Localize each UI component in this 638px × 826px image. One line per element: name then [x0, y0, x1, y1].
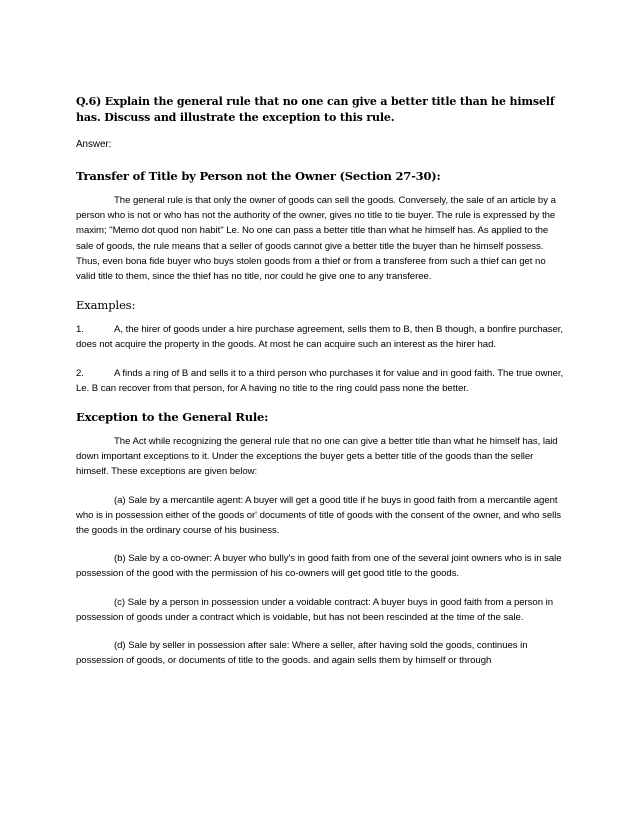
section-heading-transfer-of-title: Transfer of Title by Person not the Owner (Section 27-30): — [76, 169, 441, 183]
exception-heading: Exception to the General Rule: — [76, 410, 269, 425]
examples-heading: Examples: — [76, 298, 136, 313]
paragraph-general-rule: The general rule is that only the owner of goods can sell the goods. Conversely, the sale of an article by a person who is not or who has not the authority of the owner, gives no title to tie buyer. The rule is expressed by the maxim; "Memo dot quod non habit" Le. No one can pass a better title than what he himself has. As applied to the sale of goods, the rule means that a seller of goods cannot give a better title the buyer than he himself possess. Thus, even bona fide buyer who buys stolen goods from a thief or from a transferee from such a thief can get no valid title to them, since the thief has no title, nor could he give one to any transferee. — [76, 195, 556, 283]
document-body — [76, 94, 564, 681]
paragraph-exception-intro: The Act while recognizing the general rule that no one can give a better title than what he himself has, laid down important exceptions to it. Under the exceptions the buyer gets a better title of the goods than the seller himself. These exceptions are given below: — [76, 436, 558, 478]
question-heading: Q.6) Explain the general rule that no one can give a better title than he himself has. Discuss and illustrate the exception to this rule. — [76, 95, 555, 124]
example-text: A, the hirer of goods under a hire purchase agreement, sells them to B, then B though, a bonfire purchaser, does not acquire the property in the goods. At most he can acquire such an interest as the hirer had. — [76, 324, 564, 351]
exception-item-voidable-contract: (c) Sale by a person in possession under a voidable contract: A buyer buys in good faith from a person in possession of goods under a contract which is voidable, but has not been rescinded at the time of the sale. — [76, 596, 553, 623]
exception-item-co-owner: (b) Sale by a co-owner: A buyer who bully's in good faith from one of the several joint owners who is in sale possession of the good with the permission of his co-owners will get good title to the goods. — [76, 553, 562, 580]
answer-label: Answer: — [76, 139, 112, 150]
exception-item-mercantile-agent: (a) Sale by a mercantile agent: A buyer will get a good title if he buys in good faith from a mercantile agent who is in possession either of the goods or' documents of title of goods with the consent of the owner, and who sells the goods in the ordinary course of his business. — [76, 494, 562, 537]
example-number: 2. — [76, 367, 84, 379]
example-text: A finds a ring of B and sells it to a third person who purchases it for value and in good faith. The true owner, Le. B can recover from that person, for A having no title to the ring could pass none the better. — [76, 367, 564, 394]
example-item — [76, 322, 564, 352]
exception-item-seller-in-possession: (d) Sale by seller in possession after sale: Where a seller, after having sold the goods, continues in possession of goods, or documents of title to the goods. and again sells them by himself or through — [76, 640, 528, 667]
example-item — [76, 366, 564, 396]
example-number: 1. — [76, 324, 84, 336]
